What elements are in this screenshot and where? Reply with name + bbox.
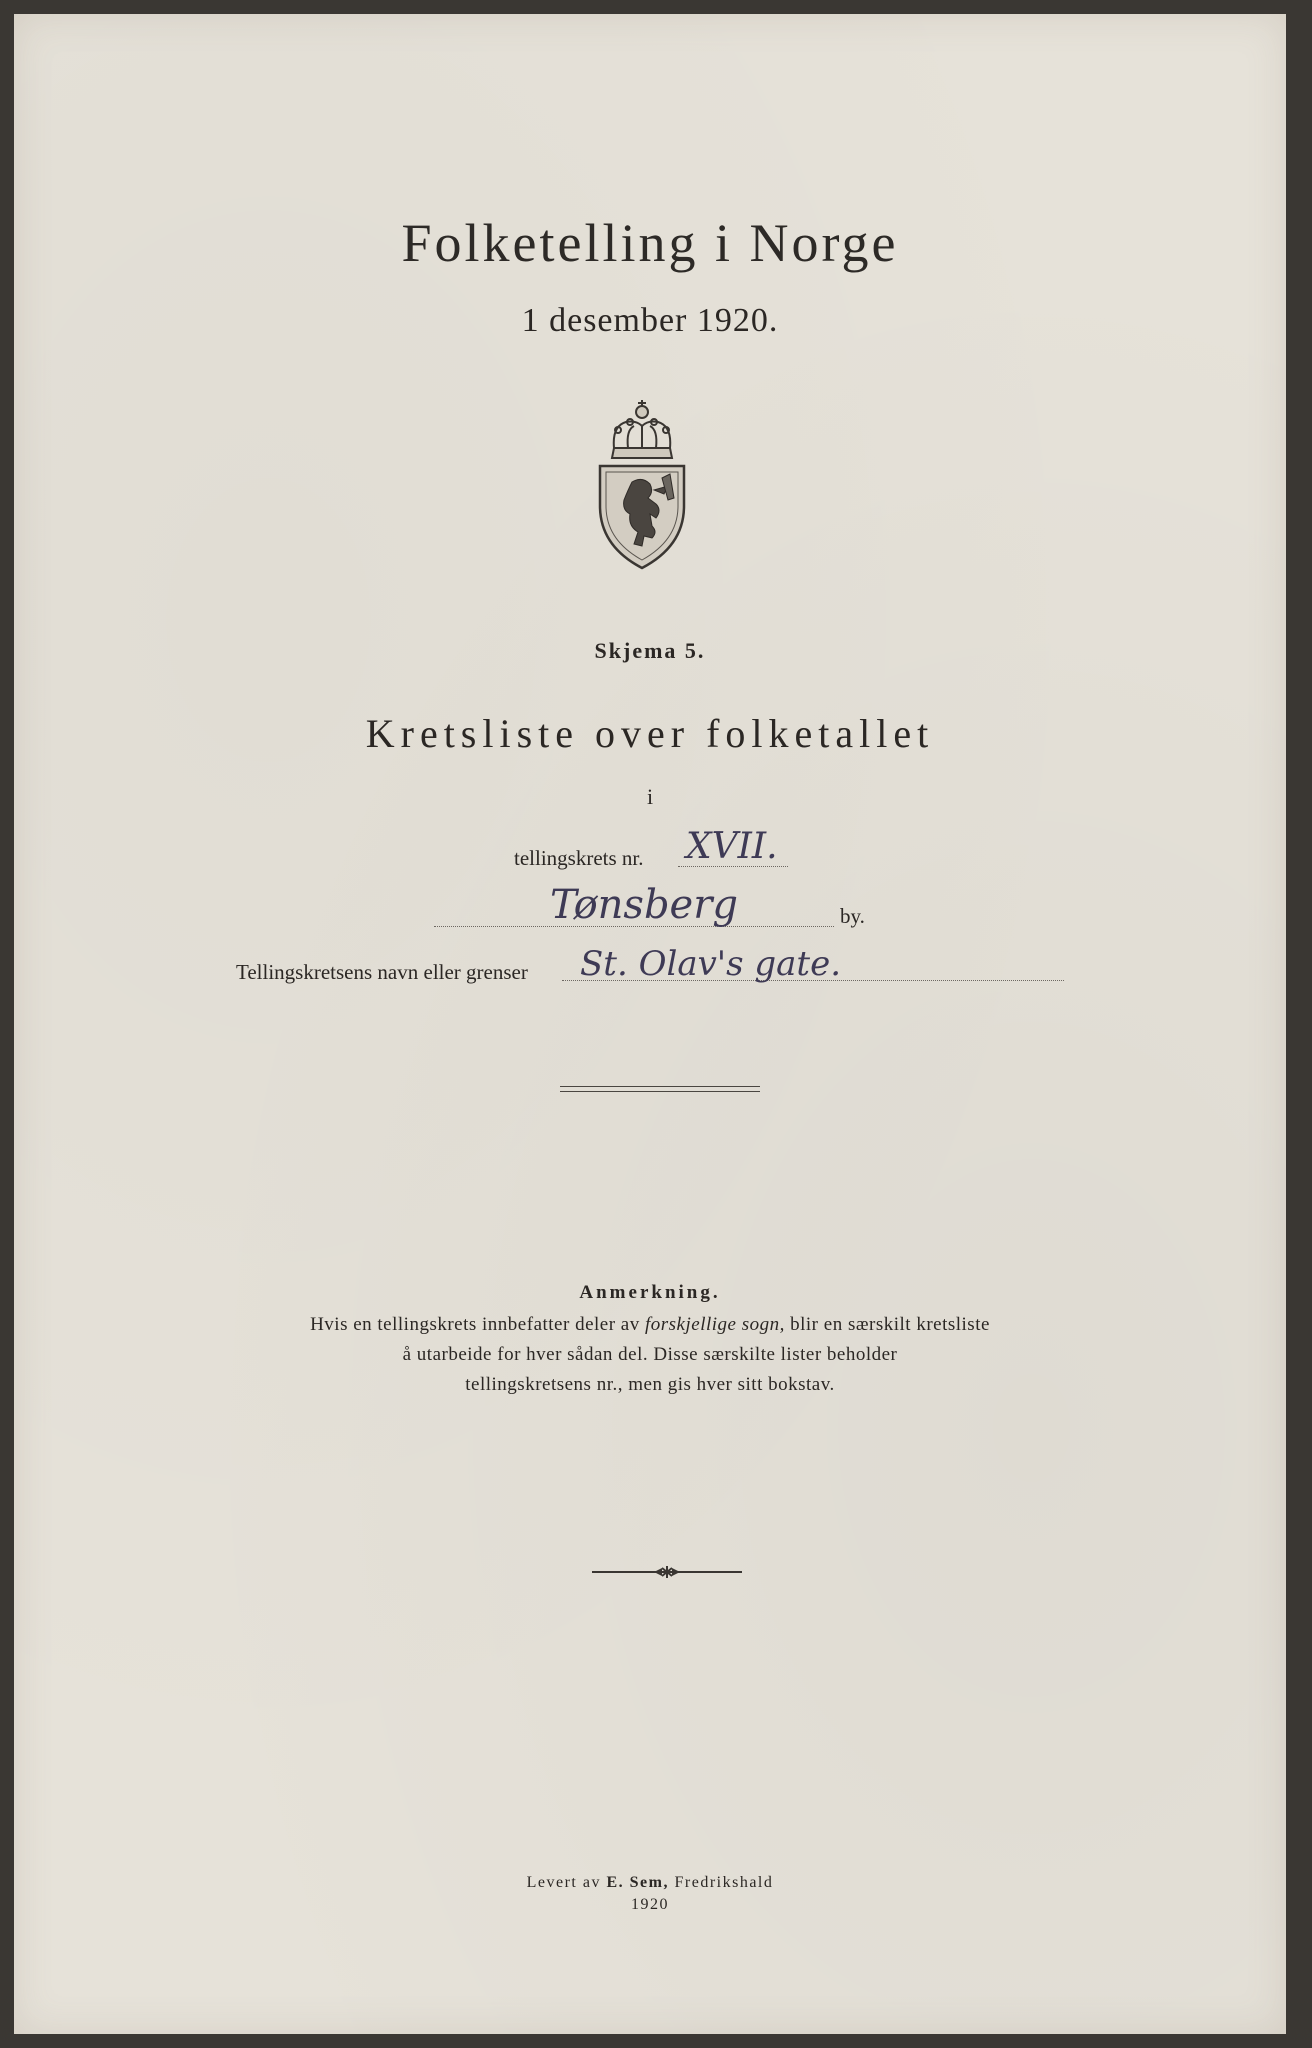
district-number-value: XVII. [686, 826, 778, 867]
town-suffix: by. [840, 904, 865, 928]
form-title: Folketelling i Norge [401, 213, 899, 273]
printer-name: E. Sem, [606, 1874, 669, 1891]
printer-imprint [14, 1872, 1286, 1916]
district-number-label: tellingskrets nr. [514, 846, 644, 870]
schema-number: Skjema 5. [594, 638, 706, 663]
form-heading: Kretsliste over folketallet [365, 711, 935, 756]
printer-line [14, 1872, 1286, 1894]
printer-prefix: Levert av [526, 1874, 601, 1891]
note-line-1 [14, 1310, 1286, 1340]
printer-place: Fredrikshald [674, 1874, 774, 1891]
note-line-2: å utarbeide for hver sådan del. Disse særskilte lister beholder [402, 1344, 898, 1365]
preposition-text: i [646, 784, 654, 809]
divider-ornament-icon [592, 1565, 742, 1579]
town-value: Tønsberg [550, 882, 738, 928]
divider-rule-top [560, 1086, 760, 1087]
note-line-1-emphasis: forskjellige sogn, [644, 1314, 785, 1335]
printer-year: 1920 [631, 1896, 669, 1913]
note-line-1-end: blir en særskilt kretsliste [790, 1314, 990, 1335]
form-date: 1 desember 1920. [521, 302, 779, 339]
note-line-1-start: Hvis en tellingskrets innbefatter deler av [310, 1314, 640, 1335]
district-name-value: St. Olav's gate. [580, 944, 842, 984]
district-name-label: Tellingskretsens navn eller grenser [236, 960, 528, 984]
census-form-page [14, 14, 1286, 2034]
norwegian-coat-of-arms-icon [592, 386, 692, 576]
note-line-3: tellingskretsens nr., men gis hver sitt bokstav. [465, 1374, 835, 1395]
note-body [14, 1310, 1286, 1400]
divider-rule-bottom [560, 1091, 760, 1092]
note-heading: Anmerkning. [579, 1282, 721, 1303]
